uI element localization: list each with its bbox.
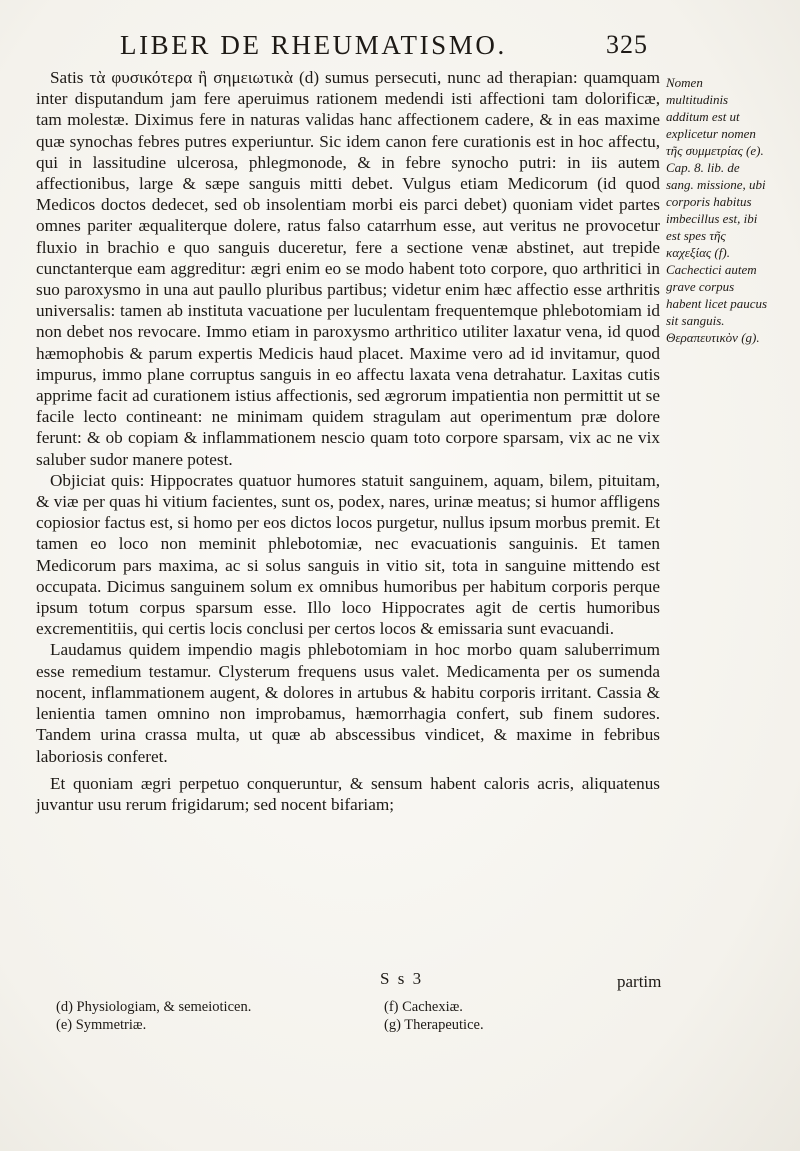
footnote-g: (g) Therapeutice.: [384, 1017, 484, 1033]
footnote-f: (f) Cachexiæ.: [384, 999, 463, 1015]
catchword: partim: [617, 972, 662, 991]
paragraph-phlebotomy-praise: Laudamus quidem impendio magis phlebotomiam in hoc morbo quam saluberrimum esse remedium testamur. Clysterum frequens usus valet. Medicamenta per os sumenda nocent, inflammationem augent, & dolores in artubus & habitu corporis irritant. Cassia & lenientia tamen omnino non improbamus, hæmorrhagia confert, sub finem sudores. Tandem urina crassa multa, ut quæ ab abscessibus vindicet, & maxime in febribus laboriosis conferet.: [36, 640, 660, 766]
main-text-column: [36, 67, 660, 815]
marginal-note: Nomen multitudinis additum est ut explicetur nomen τῆς συμμετρίας (e). Cap. 8. lib. de sang. missione, ubi corporis habitus imbecillus est, ibi est spes τῆς καχεξίας (f). Cachectici autem grave corpus habent licet paucus sit sanguis. Θεραπευτικὸν (g).: [666, 75, 768, 345]
footnote-d: (d) Physiologiam, & semeioticen.: [56, 999, 252, 1015]
signature-mark: S s 3: [380, 969, 424, 988]
footnote-e: (e) Symmetriæ.: [56, 1017, 147, 1033]
paragraph-cold-remedies: Et quoniam ægri perpetuo conqueruntur, & sensum habent caloris acris, aliquatenus juvantur usu rerum frigidarum; sed nocent bifariam;: [36, 773, 660, 814]
running-head: LIBER DE RHEUMATISMO.: [120, 30, 507, 60]
page-number: 325: [606, 30, 648, 59]
paragraph-objection: Objiciat quis: Hippocrates quatuor humores statuit sanguinem, aquam, bilem, pituitam, & viæ per quas hi vitium facientes, sunt os, podex, nares, urinæ meatus; si humor affligens copiosior factus est, si homo per eos dictos locos purgetur, nullus ipsum morbus premit. Et tamen eo loco non meminit phlebotomiæ, nec evacuationis sanguinis. Et tamen Medicorum pars maxima, ac si solus sanguis in vitio sit, tota in sanguine mittendo est occupata. Dicimus sanguinem solum ex omnibus humoribus per habitum corporis perque ipsum totum corpus sparsum esse. Illo loco Hippocrates agit de certis humoribus excrementitiis, qui certis locis conclusi per certos locos & emissaria sunt evacuandi.: [36, 470, 660, 639]
paragraph-therapy-intro: Satis τὰ φυσικότερα ἢ σημειωτικὰ (d) sumus persecuti, nunc ad therapian: quamquam inter disputandum jam fere aperuimus rationem medendi isti affectioni tam dolorificæ, tam molestæ. Diximus fere in naturas validas hanc affectionem cadere, & in eas maxime quæ synochas febres putres experiuntur. Sic idem canon fere curationis est in hoc affectu, qui in lassitudine ulcerosa, phlegmonode, & in febre synocho putri: in iis autem affectionibus, large & sæpe sanguis mitti debet. Vulgus etiam Medicorum (id quod Medicos doctos dedecet, sed ob insolentiam morbi eis parci debet) quoniam videt partes omnes pariter æqualiterque dolere, ratus falso catarrhum esse, aut veritus ne provocetur fluxio in brachio e quo sanguis duceretur, fere a sectione venæ abstinet, aut trepide cunctanterque eam aggreditur: ægri enim eo se modo habent toto corpore, quo arthritici in suo paroxysmo in una aut paullo pluribus partibus; videtur enim hæc affectio esse arthritis universalis: tamen ab instituta vacuatione per luculentam frequentemque phlebotomiam id non debet nos revocare. Immo etiam in paroxysmo arthritico utiliter laxatur vena, id quod hæmophobis & parum expertis Medicis haud placet. Maxime vero ad id invitamur, quod impurus, immo plane corruptus sanguis in eo affectu laxata vena detrahatur. Laxitas cutis apprime facit ad curationem istius affectionis, sed ægrorum impatientia non permittit ut se facile lecto contineant: ne minimam quidem stragulam aut operimentum præ dolore ferunt: & ob copiam & inflammationem nescio quam toto corpore sparsam, vix ac ne vix saluber sudor manere potest.: [36, 68, 660, 469]
